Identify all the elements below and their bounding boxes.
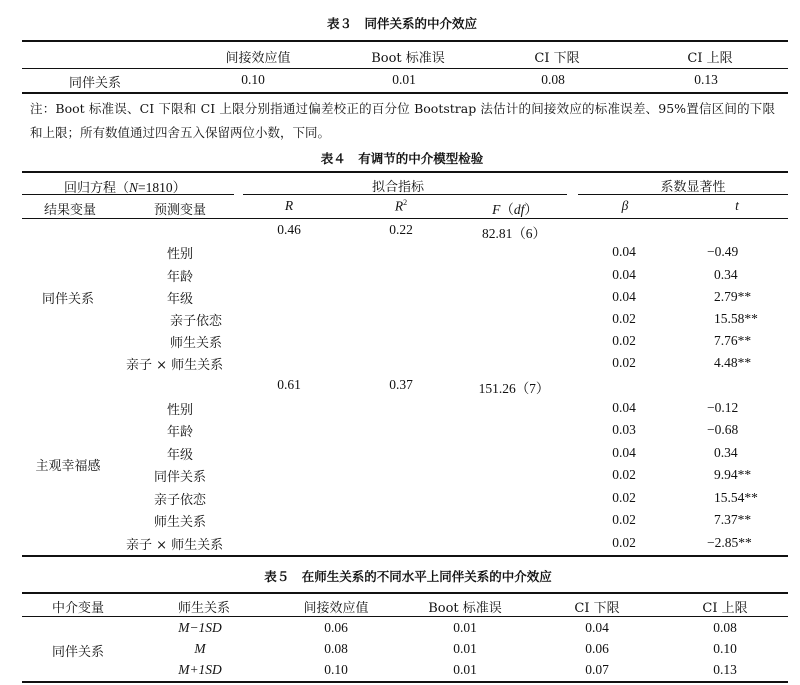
table4-b1-predictor: 师生关系 <box>169 336 223 351</box>
table5-header-rule <box>22 616 788 617</box>
table4-header-rule <box>22 218 788 219</box>
table4-b2-t: 9.94** <box>714 467 752 482</box>
table4-b2-beta: 0.02 <box>612 535 636 550</box>
table3-header-ci-lower: CI 下限 <box>534 51 580 66</box>
table4-b2-predictor: 同伴关系 <box>153 470 207 485</box>
table4-b2-t: 15.54** <box>714 490 758 505</box>
table4-col-R: R <box>284 198 294 213</box>
table4-b2-beta: 0.04 <box>612 445 636 460</box>
table4-sig-underline <box>578 194 788 195</box>
table5-cell: 0.06 <box>585 641 609 656</box>
table4-block2-R2: 0.37 <box>389 377 413 392</box>
table4-outcome-wellbeing: 主观幸福感 <box>35 459 101 474</box>
table3-header-ci-upper: CI 上限 <box>687 51 733 66</box>
table4-col-predictor: 预测变量 <box>153 203 207 218</box>
table5-cell: 0.01 <box>453 641 477 656</box>
table5-cell: 0.01 <box>453 620 477 635</box>
table4-block1-R2: 0.22 <box>389 222 413 237</box>
table5-level: M <box>194 641 206 656</box>
table3-row-label: 同伴关系 <box>68 76 122 91</box>
table4-b2-beta: 0.02 <box>612 490 636 505</box>
table3-bottom-rule <box>22 92 788 94</box>
table4-col-F: F（df） <box>492 202 538 217</box>
table5-header-ci-lower: CI 下限 <box>574 601 620 616</box>
table4-b2-beta: 0.02 <box>612 512 636 527</box>
table3-cell-indirect: 0.10 <box>241 72 265 87</box>
table3-header-rule <box>22 68 788 69</box>
table4-outcome-peer: 同伴关系 <box>41 292 95 307</box>
table5-header-indirect: 间接效应值 <box>303 601 369 616</box>
table4-equation-header: 回归方程（N=1810） <box>64 180 187 196</box>
table5-cell: 0.10 <box>713 641 737 656</box>
table3-cell-ci-lower: 0.08 <box>541 72 565 87</box>
table4-b1-beta: 0.04 <box>612 289 636 304</box>
table4-b2-beta: 0.02 <box>612 467 636 482</box>
table4-col-t: t <box>735 198 739 213</box>
table4-b1-predictor: 亲子 × 师生关系 <box>126 358 224 373</box>
table5-caption: 表５ 在师生关系的不同水平上同伴关系的中介效应 <box>264 569 552 584</box>
table4-b1-beta: 0.02 <box>612 311 636 326</box>
table4-b2-beta: 0.03 <box>612 422 636 437</box>
table3-header-boot-se: Boot 标准误 <box>371 51 445 66</box>
table4-b1-t: 7.76** <box>714 333 752 348</box>
table4-caption: 表４ 有调节的中介模型检验 <box>320 151 484 166</box>
table5-bottom-rule <box>22 681 788 683</box>
table4-b1-t: −0.49 <box>707 244 739 259</box>
table4-b2-predictor: 年龄 <box>166 425 194 440</box>
table4-sig-header: 系数显著性 <box>660 180 726 195</box>
table3-cell-ci-upper: 0.13 <box>694 72 718 87</box>
table4-equation-underline <box>22 194 234 195</box>
table4-b1-beta: 0.02 <box>612 333 636 348</box>
table4-b2-predictor: 亲子 × 师生关系 <box>126 538 224 553</box>
table4-b1-predictor: 年龄 <box>166 270 194 285</box>
table3-note: 注：Boot 标准误、CI 下限和 CI 上限分别指通过偏差校正的百分位 Bootstrap 法估计的间接效应的标准误差、95%置信区间的下限和上限；所有数值通过四舍五入保留两位小数，下同。 <box>30 101 775 140</box>
table4-b2-predictor: 亲子依恋 <box>153 493 207 508</box>
table5-cell: 0.08 <box>713 620 737 635</box>
table4-col-beta: β <box>621 198 629 213</box>
table5-cell: 0.04 <box>585 620 609 635</box>
table4-b1-beta: 0.04 <box>612 244 636 259</box>
table5-cell: 0.10 <box>324 662 348 677</box>
table5-header-boot-se: Boot 标准误 <box>428 601 502 616</box>
table4-fit-underline <box>243 194 567 195</box>
table4-col-outcome: 结果变量 <box>43 203 97 218</box>
table4-b1-predictor: 性别 <box>166 247 194 262</box>
table5-cell: 0.08 <box>324 641 348 656</box>
table4-b2-t: 0.34 <box>714 445 738 460</box>
table4-b1-predictor: 年级 <box>166 292 194 307</box>
table3-cell-boot-se: 0.01 <box>392 72 416 87</box>
table4-b1-beta: 0.04 <box>612 267 636 282</box>
table5-header-teacher: 师生关系 <box>177 601 231 616</box>
table4-b2-beta: 0.04 <box>612 400 636 415</box>
table4-block1-R: 0.46 <box>277 222 301 237</box>
table4-b2-predictor: 性别 <box>166 403 194 418</box>
table5-cell: 0.13 <box>713 662 737 677</box>
table5-header-ci-upper: CI 上限 <box>702 601 748 616</box>
table4-b1-t: 2.79** <box>714 289 752 304</box>
table4-top-rule <box>22 171 788 173</box>
table4-b1-t: 15.58** <box>714 311 758 326</box>
table4-b2-t: −2.85** <box>707 535 752 550</box>
table4-b2-t: −0.12 <box>707 400 739 415</box>
table4-b1-predictor: 亲子依恋 <box>169 314 223 329</box>
table5-mediator: 同伴关系 <box>51 645 105 660</box>
table5-level: M+1SD <box>178 662 222 677</box>
table4-b1-beta: 0.02 <box>612 355 636 370</box>
table5-header-mediator: 中介变量 <box>51 601 105 616</box>
table4-b2-t: 7.37** <box>714 512 752 527</box>
table4-block2-R: 0.61 <box>277 377 301 392</box>
table4-col-R2: $R^2$ <box>394 198 408 214</box>
table4-b1-t: 0.34 <box>714 267 738 282</box>
table5-cell: 0.01 <box>453 662 477 677</box>
table5-cell: 0.07 <box>585 662 609 677</box>
table5-level: M−1SD <box>178 620 222 635</box>
table4-b2-predictor: 年级 <box>166 448 194 463</box>
table3-caption: 表３ 同伴关系的中介效应 <box>326 16 478 31</box>
table4-block1-F: 82.81（6） <box>481 226 547 241</box>
table4-block2-F: 151.26（7） <box>478 381 550 396</box>
table3-top-rule <box>22 40 788 42</box>
table4-bottom-rule <box>22 555 788 557</box>
table5-top-rule <box>22 592 788 594</box>
table4-fit-header: 拟合指标 <box>371 180 425 195</box>
table4-b1-t: 4.48** <box>714 355 752 370</box>
table5-cell: 0.06 <box>324 620 348 635</box>
table3-header-indirect: 间接效应值 <box>225 51 291 66</box>
table4-b2-t: −0.68 <box>707 422 739 437</box>
table4-b2-predictor: 师生关系 <box>153 515 207 530</box>
